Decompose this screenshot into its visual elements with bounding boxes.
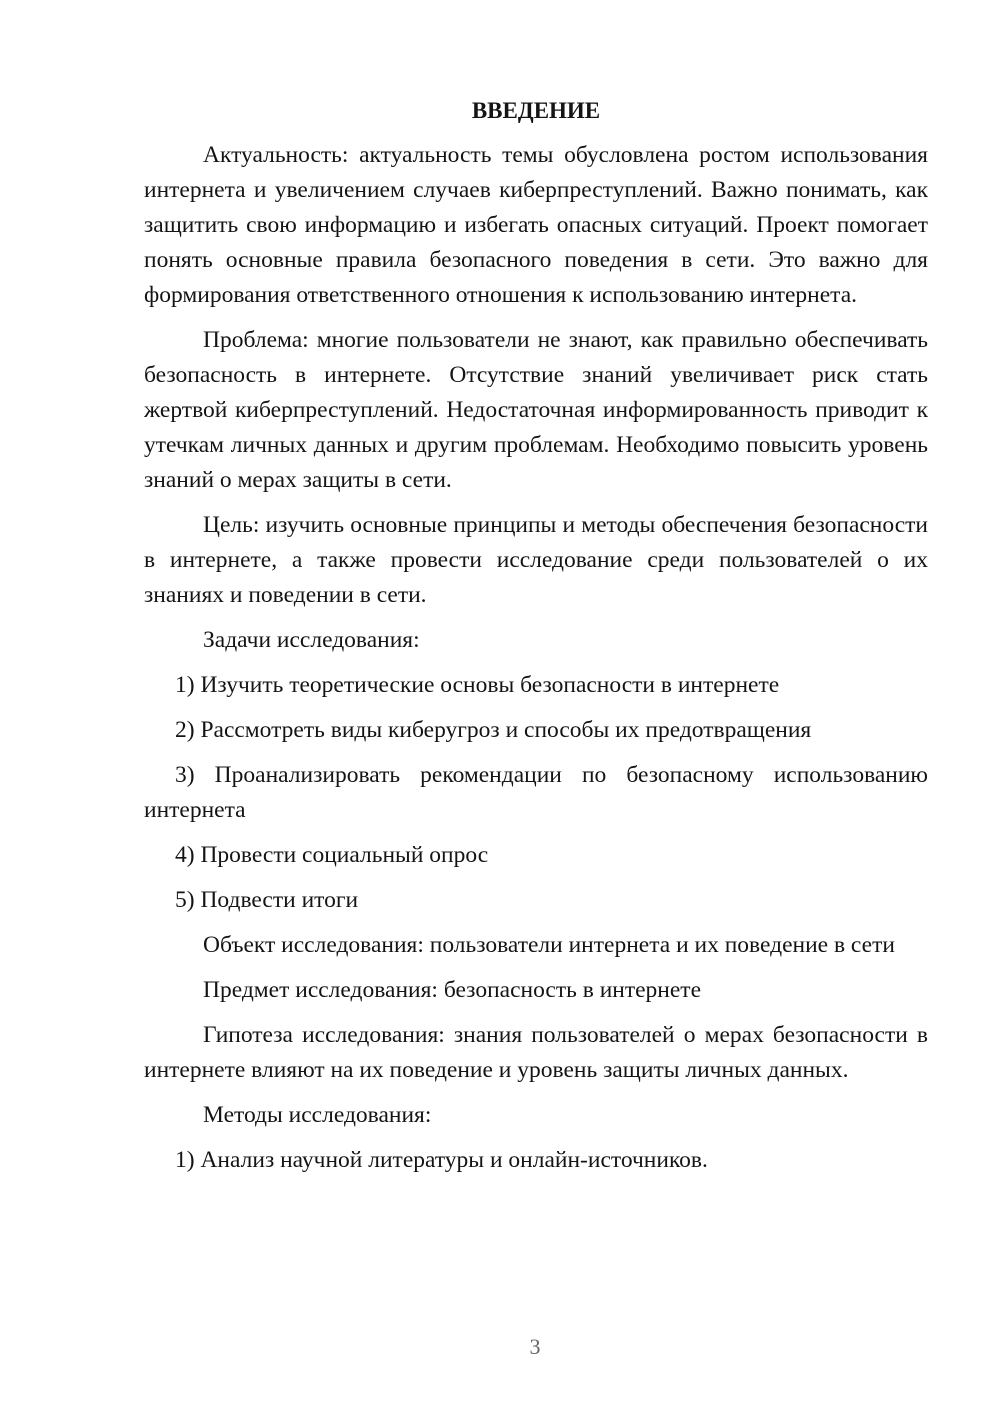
method-item-1: 1) Анализ научной литературы и онлайн-источников. bbox=[175, 1147, 708, 1173]
task-item-1: 1) Изучить теоретические основы безопасности в интернете bbox=[175, 672, 780, 698]
object-paragraph: Объект исследования: пользователи интернета и их поведение в сети bbox=[203, 932, 895, 958]
goal-paragraph: Цель: изучить основные принципы и методы обеспечения безопасности в интернете, а также провести исследование среди пользователей о их знаниях и поведении в сети. bbox=[144, 512, 928, 608]
methods-heading: Методы исследования: bbox=[203, 1102, 432, 1128]
task-item-3: 3) Проанализировать рекомендации по безопасному использованию интернета bbox=[144, 762, 928, 823]
task-item-4: 4) Провести социальный опрос bbox=[175, 842, 489, 868]
relevance-paragraph: Актуальность: актуальность темы обусловлена ростом использования интернета и увеличением случаев киберпреступлений. Важно понимать, как защитить свою информацию и избегать опасных ситуаций. Проект помогает понять основные правила безопасного поведения в сети. Это важно для формирования ответственного отношения к использованию интернета. bbox=[144, 142, 928, 308]
task-item-2: 2) Рассмотреть виды киберугроз и способы их предотвращения bbox=[175, 717, 812, 743]
page-number: 3 bbox=[529, 1334, 541, 1359]
page-title: ВВЕДЕНИЕ bbox=[471, 98, 601, 123]
task-item-5: 5) Подвести итоги bbox=[175, 887, 359, 913]
problem-paragraph: Проблема: многие пользователи не знают, как правильно обеспечивать безопасность в интернете. Отсутствие знаний увеличивает риск стать жертвой киберпреступлений. Недостаточная информированность приводит к утечкам личных данных и другим проблемам. Необходимо повысить уровень знаний о мерах защиты в сети. bbox=[144, 327, 928, 493]
subject-paragraph: Предмет исследования: безопасность в интернете bbox=[203, 977, 701, 1003]
page-content bbox=[144, 93, 928, 1188]
hypothesis-paragraph: Гипотеза исследования: знания пользователей о мерах безопасности в интернете влияют на их поведение и уровень защиты личных данных. bbox=[144, 1022, 928, 1083]
tasks-heading: Задачи исследования: bbox=[203, 627, 420, 653]
